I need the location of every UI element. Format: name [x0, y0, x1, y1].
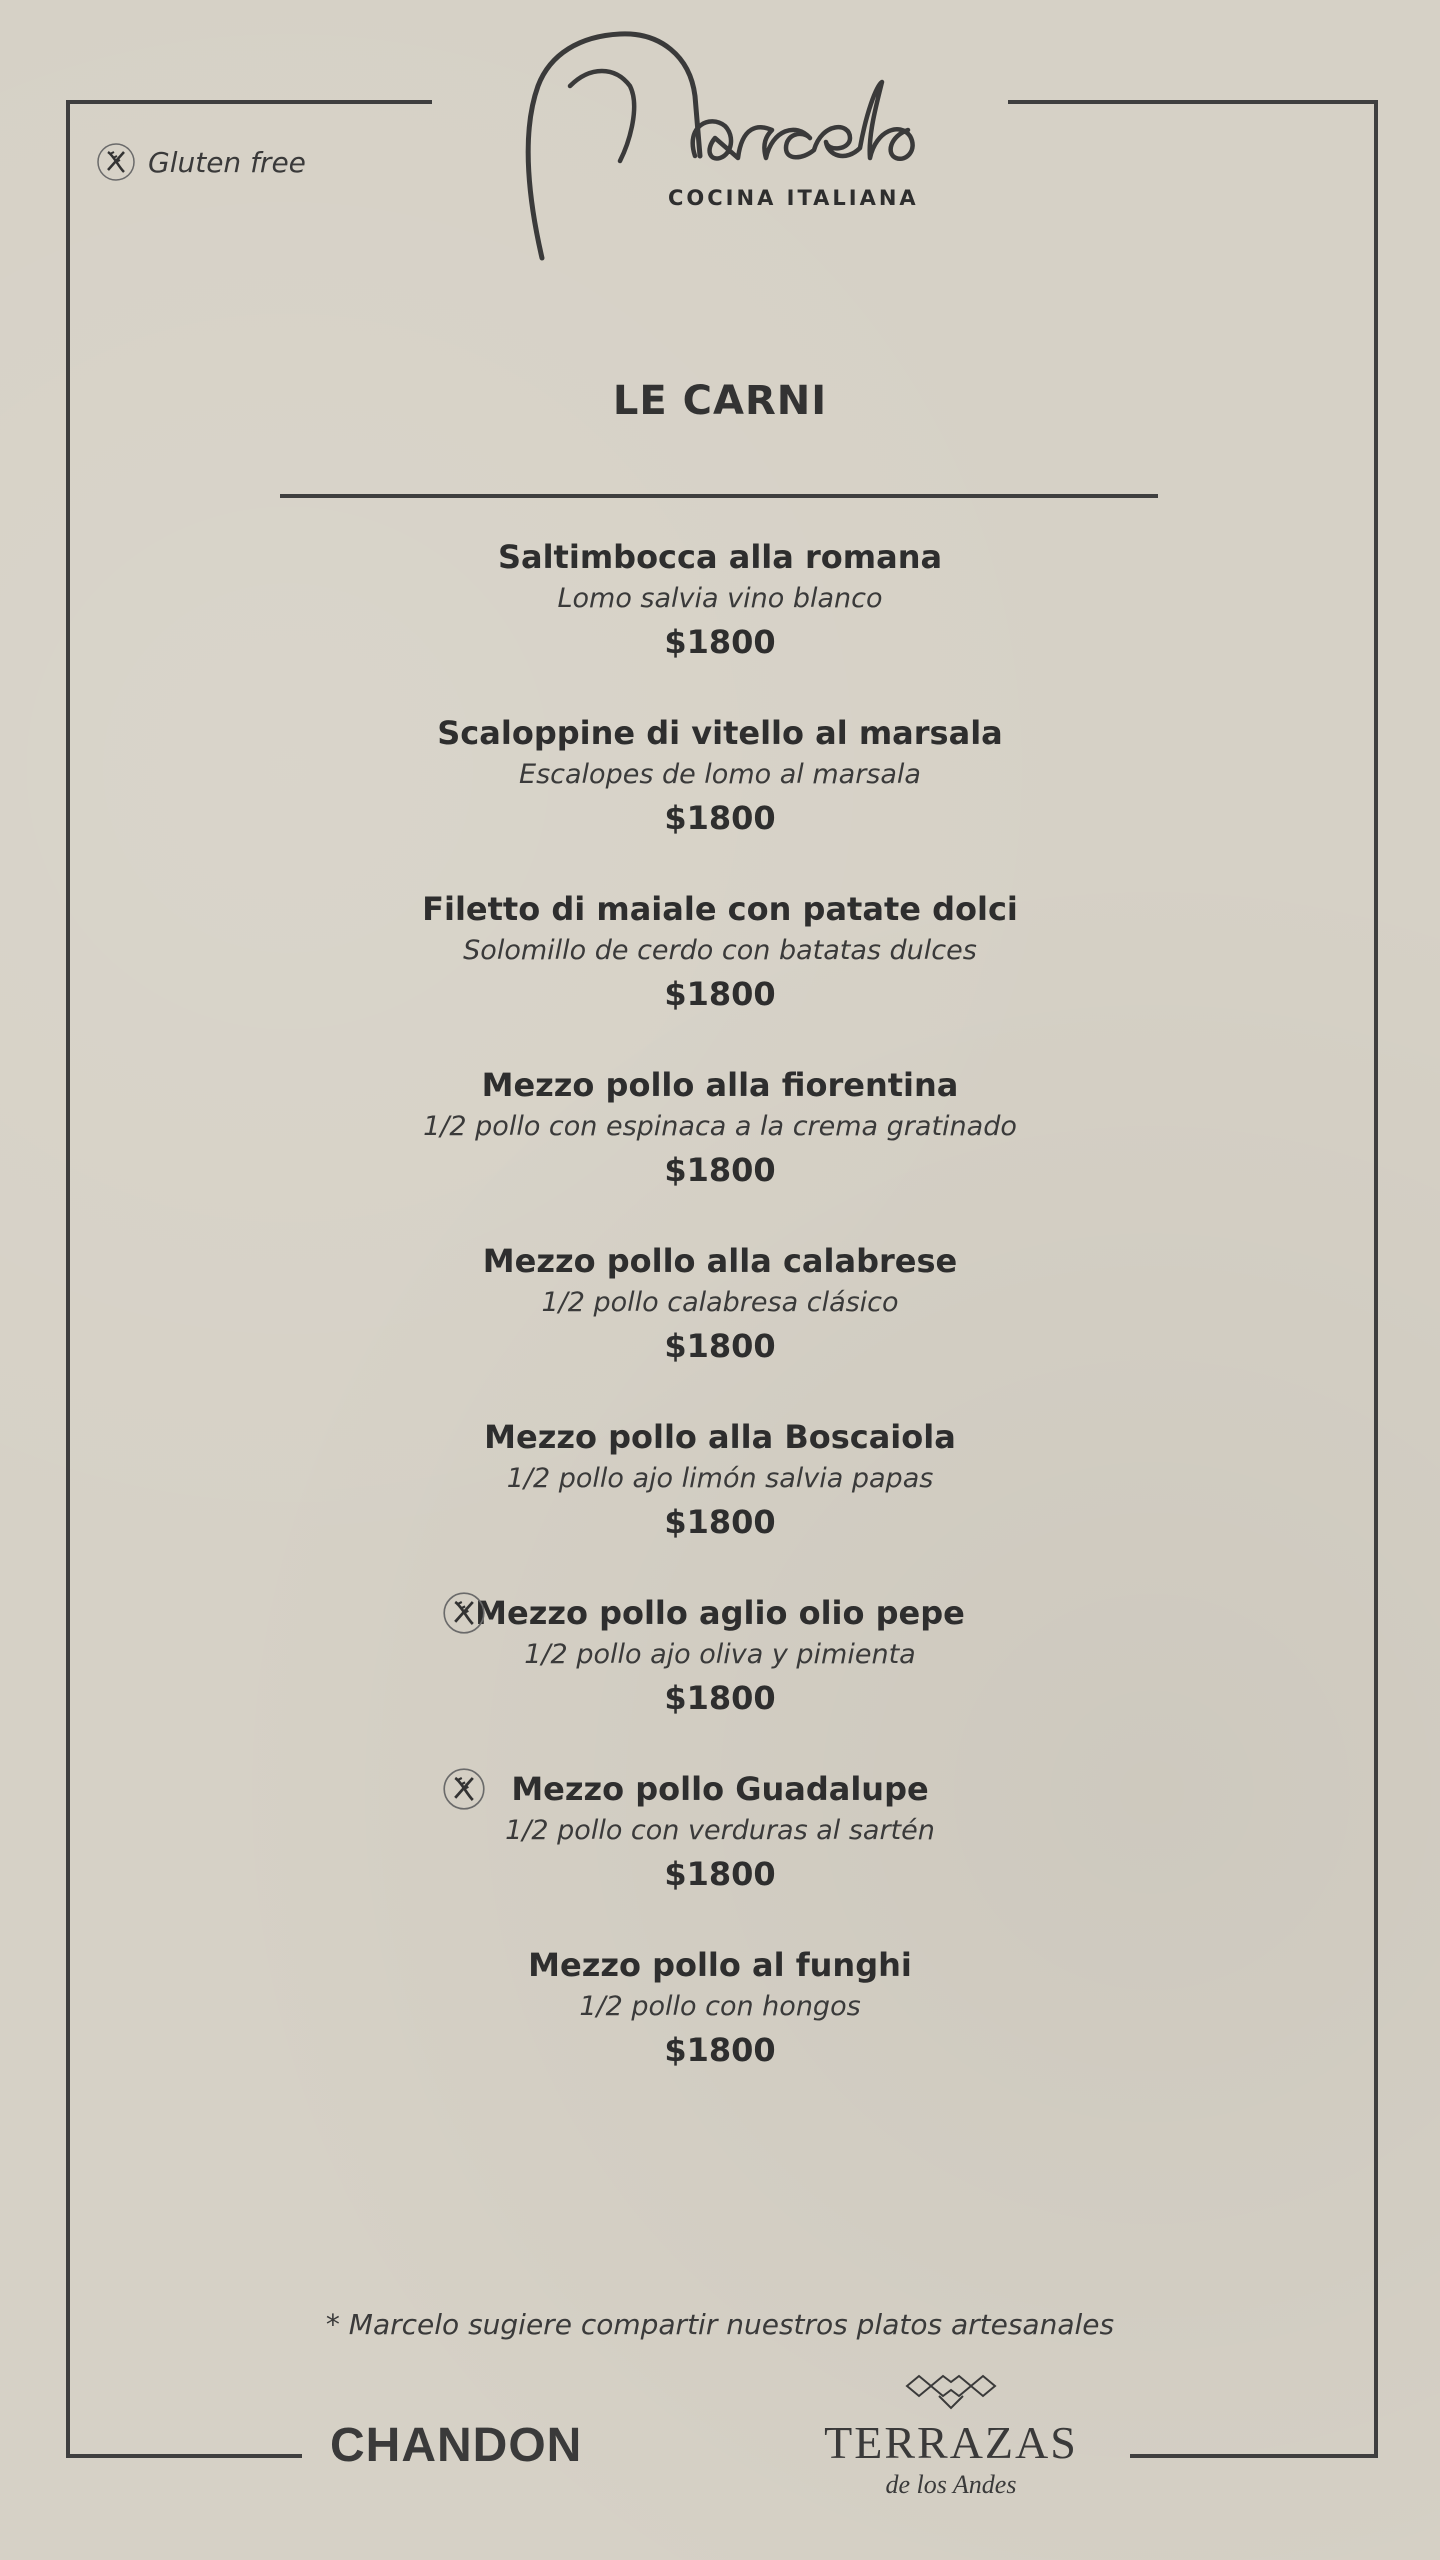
- item-price: $1800: [664, 1503, 776, 1541]
- logo-subtitle: COCINA ITALIANA: [668, 186, 919, 210]
- gluten-free-icon: [442, 1591, 486, 1635]
- item-price: $1800: [664, 1327, 776, 1365]
- menu-item: [0, 1943, 1440, 2073]
- item-description: 1/2 pollo ajo oliva y pimienta: [524, 1639, 916, 1670]
- item-name: Filetto di maiale con patate dolci: [422, 890, 1018, 928]
- menu-item: [0, 711, 1440, 841]
- section-divider: [280, 494, 1158, 498]
- item-price: $1800: [664, 1855, 776, 1893]
- gluten-free-icon: [442, 1767, 486, 1811]
- menu-item: [0, 535, 1440, 665]
- gluten-free-icon: [96, 142, 136, 182]
- marcelo-logo: [510, 26, 950, 276]
- item-price: $1800: [664, 2031, 776, 2069]
- item-price: $1800: [664, 623, 776, 661]
- item-description: Solomillo de cerdo con batatas dulces: [463, 935, 977, 966]
- item-price: $1800: [664, 799, 776, 837]
- item-name: Scaloppine di vitello al marsala: [437, 714, 1003, 752]
- footer-note: * Marcelo sugiere compartir nuestros platos artesanales: [325, 2308, 1115, 2341]
- gluten-free-label: Gluten free: [148, 145, 306, 179]
- frame-bottom-right-border: [1130, 2454, 1378, 2458]
- section-title: LE CARNI: [612, 378, 828, 424]
- item-description: 1/2 pollo con verduras al sartén: [505, 1815, 935, 1846]
- item-description: 1/2 pollo con hongos: [579, 1991, 861, 2022]
- frame-top-right-border: [1008, 100, 1378, 104]
- gluten-free-legend: [96, 142, 306, 182]
- item-name: Mezzo pollo alla Boscaiola: [484, 1418, 956, 1456]
- item-name: Mezzo pollo alla fiorentina: [481, 1066, 959, 1104]
- item-price: $1800: [664, 1151, 776, 1189]
- item-name: Mezzo pollo alla calabrese: [482, 1242, 958, 1280]
- terrazas-logo: [796, 2372, 1106, 2512]
- item-price: $1800: [664, 1679, 776, 1717]
- menu-item: [0, 1239, 1440, 1369]
- menu-item: [0, 1063, 1440, 1193]
- menu-item: [0, 1767, 1440, 1897]
- item-name: Mezzo pollo aglio olio pepe: [475, 1594, 965, 1632]
- item-name: Mezzo pollo al funghi: [528, 1946, 912, 1984]
- item-description: 1/2 pollo calabresa clásico: [541, 1287, 899, 1318]
- frame-top-left-border: [66, 100, 432, 104]
- item-description: Lomo salvia vino blanco: [557, 583, 883, 614]
- terrazas-name: TERRAZAS: [824, 2417, 1078, 2468]
- frame-bottom-left-border: [66, 2454, 302, 2458]
- item-name: Mezzo pollo Guadalupe: [511, 1770, 929, 1808]
- terrazas-subtitle: de los Andes: [885, 2470, 1017, 2499]
- menu-item: [0, 887, 1440, 1017]
- item-price: $1800: [664, 975, 776, 1013]
- chandon-logo: CHANDON: [330, 2419, 583, 2472]
- terrazas-mark-icon: [903, 2372, 999, 2412]
- item-description: 1/2 pollo con espinaca a la crema gratinado: [423, 1111, 1017, 1142]
- item-name: Saltimbocca alla romana: [497, 538, 943, 576]
- menu-item: [0, 1591, 1440, 1721]
- item-description: 1/2 pollo ajo limón salvia papas: [506, 1463, 934, 1494]
- menu-item: [0, 1415, 1440, 1545]
- item-description: Escalopes de lomo al marsala: [519, 759, 921, 790]
